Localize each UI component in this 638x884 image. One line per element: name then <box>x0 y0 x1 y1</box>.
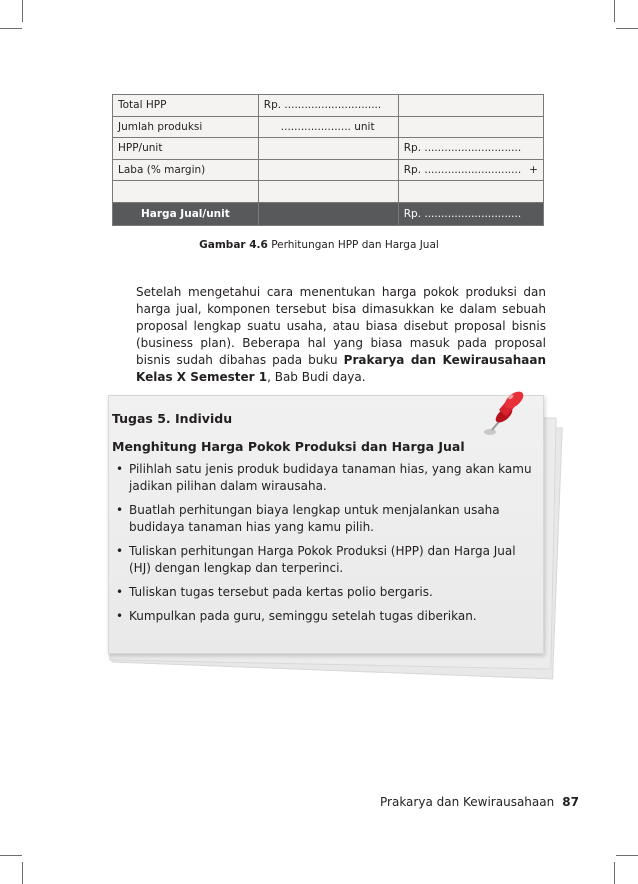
row-value <box>258 181 398 203</box>
plus-sign: + <box>529 163 538 176</box>
row-label: Harga Jual/unit <box>113 202 259 225</box>
row-label: Laba (% margin) <box>113 159 259 181</box>
row-result: Rp. ............................. <box>398 138 543 160</box>
caption-label: Gambar 4.6 <box>199 239 268 251</box>
crop-mark <box>0 855 22 856</box>
book-title: Prakarya dan Kewirausahaan Kelas X Semester 1 <box>136 353 546 384</box>
table-row <box>113 181 544 203</box>
row-result-text: Rp. ............................. <box>403 163 522 176</box>
task-title: Tugas 5. Individu <box>112 411 233 426</box>
row-result <box>398 116 543 138</box>
crop-mark <box>616 28 638 29</box>
crop-mark <box>614 862 615 884</box>
row-label: HPP/unit <box>113 138 259 160</box>
row-result <box>398 159 543 181</box>
crop-mark <box>22 862 23 884</box>
row-value <box>258 159 398 181</box>
push-pin-icon <box>478 388 528 438</box>
row-label <box>113 181 259 203</box>
row-value: Rp. ............................. <box>258 95 398 117</box>
crop-mark <box>616 855 638 856</box>
crop-mark <box>0 28 22 29</box>
hpp-table <box>112 94 544 226</box>
figure-caption <box>0 239 638 251</box>
table-row <box>113 138 544 160</box>
list-item: • Buatlah perhitungan biaya lengkap untuk menjalankan usaha budidaya tanaman hias yang kamu pilih. <box>116 502 536 536</box>
footer-book-title: Prakarya dan Kewirausahaan <box>380 795 555 809</box>
crop-mark <box>22 0 23 22</box>
list-item: • Pilihlah satu jenis produk budidaya tanaman hias, yang akan kamu jadikan pilihan dalam wirausaha. <box>116 461 536 495</box>
table-row <box>113 95 544 117</box>
row-result <box>398 95 543 117</box>
crop-mark <box>614 0 615 22</box>
list-item: • Kumpulkan pada guru, seminggu setelah tugas diberikan. <box>116 608 536 625</box>
page-footer <box>380 795 579 809</box>
caption-text: Perhitungan HPP dan Harga Jual <box>271 239 439 251</box>
table-row-total <box>113 202 544 225</box>
paragraph-text-end: , Bab Budi daya. <box>267 370 366 384</box>
row-result: Rp. ............................. <box>398 202 543 225</box>
table-row <box>113 116 544 138</box>
list-item: • Tuliskan perhitungan Harga Pokok Produksi (HPP) dan Harga Jual (HJ) dengan lengkap dan terperinci. <box>116 543 536 577</box>
body-paragraph <box>136 284 546 386</box>
list-item: • Tuliskan tugas tersebut pada kertas polio bergaris. <box>116 584 536 601</box>
row-value: ..................... unit <box>258 116 398 138</box>
task-list <box>116 461 536 632</box>
paragraph-text: Setelah mengetahui cara menentukan harga pokok produksi dan harga jual, komponen tersebut bisa dimasukkan ke dalam sebuah proposal lengkap suatu usaha, atau biasa disebut proposal bisnis (business plan). Beberapa hal yang biasa masuk pada proposal bisnis sudah dibahas pada buku <box>136 285 546 367</box>
row-result <box>398 181 543 203</box>
page-number: 87 <box>562 795 579 809</box>
row-label: Total HPP <box>113 95 259 117</box>
table-row <box>113 159 544 181</box>
row-value <box>258 202 398 225</box>
row-value <box>258 138 398 160</box>
row-label: Jumlah produksi <box>113 116 259 138</box>
task-subtitle: Menghitung Harga Pokok Produksi dan Harga Jual <box>112 439 465 454</box>
